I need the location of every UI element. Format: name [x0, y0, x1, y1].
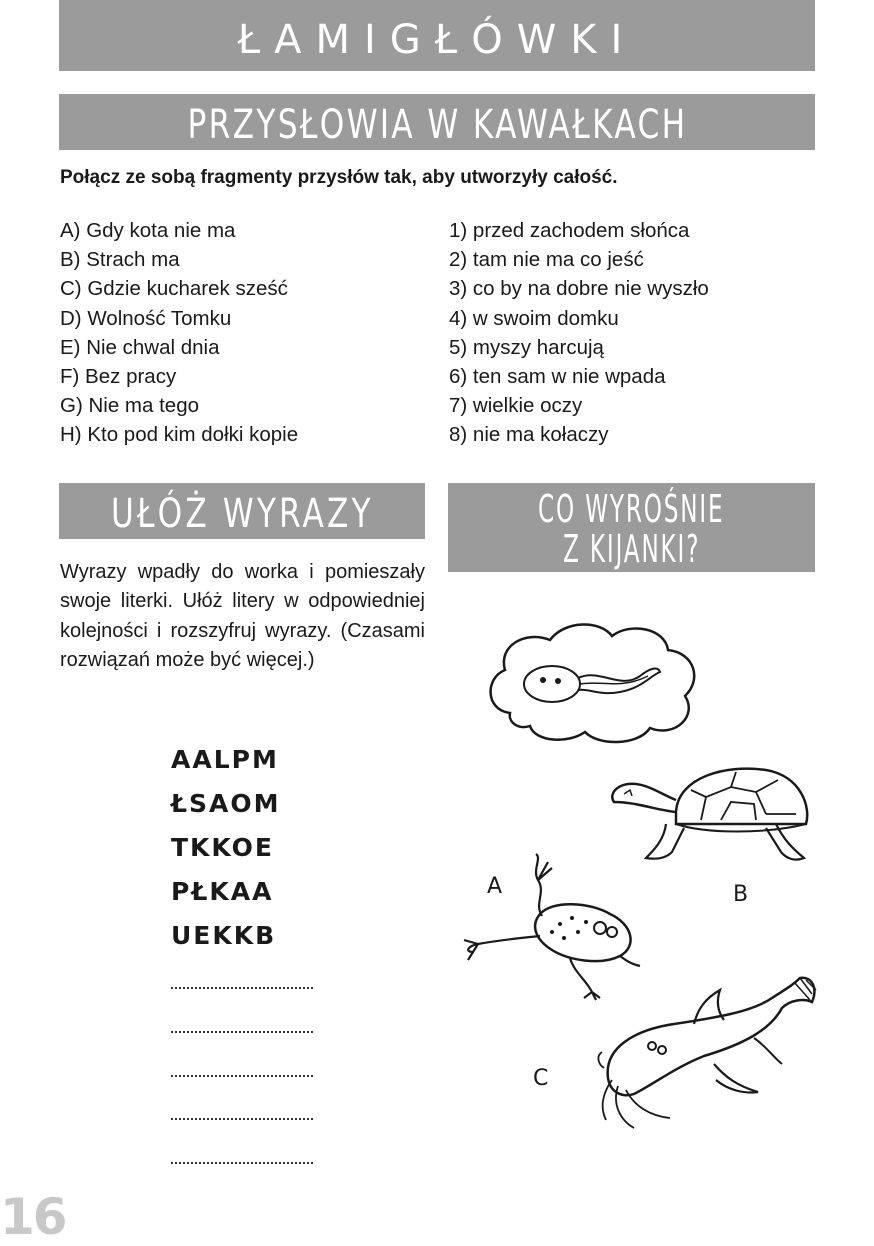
list-item: A) Gdy kota nie ma	[60, 219, 236, 242]
option-label-b: B	[733, 882, 749, 907]
thought-cloud-tadpole-icon	[480, 618, 705, 748]
list-item: 4) w swoim domku	[449, 306, 619, 330]
list-item: 1) przed zachodem słońca	[449, 219, 690, 242]
scrambled-word: PŁKAA	[171, 877, 274, 906]
scrambled-word: ŁSAOM	[171, 789, 281, 818]
answer-line[interactable]	[171, 1075, 313, 1077]
page-title-band	[59, 0, 815, 71]
proverbs-title-band	[59, 94, 815, 150]
tadpole-title-line2: Z KIJANKI?	[562, 527, 701, 571]
list-item: H) Kto pod kim dołki kopie	[60, 423, 299, 447]
scrambled-word: AALPM	[171, 745, 279, 774]
scrambled-word: TKKOE	[171, 833, 275, 862]
list-item: 3) co by na dobre nie wyszło	[449, 277, 709, 301]
proverbs-instruction: Połącz ze sobą fragmenty przysłów tak, aby utworzyły całość.	[60, 167, 618, 188]
list-item: 2) tam nie ma co jeść	[449, 248, 644, 272]
option-label-a: A	[487, 874, 503, 899]
list-item: F) Bez pracy	[60, 365, 177, 389]
proverb-beginnings-list	[60, 216, 298, 450]
answer-line[interactable]	[171, 987, 313, 989]
answer-line[interactable]	[171, 1031, 313, 1033]
words-title: UŁÓŻ WYRAZY	[110, 491, 374, 537]
words-title-band	[59, 483, 425, 539]
list-item: 8) nie ma kołaczy	[449, 423, 609, 447]
list-item: 5) myszy harcują	[449, 335, 604, 359]
answer-line[interactable]	[171, 1162, 313, 1164]
list-item: D) Wolność Tomku	[60, 306, 232, 330]
scrambled-word: UEKKB	[171, 921, 277, 950]
list-item: 7) wielkie oczy	[449, 394, 583, 418]
tadpole-title-band	[448, 483, 815, 572]
list-item: G) Nie ma tego	[60, 394, 199, 418]
proverb-endings-list	[449, 216, 709, 450]
words-description: Wyrazy wpadły do worka i pomieszały swoje literki. Ułóż litery w odpowiedniej kolejności i rozszyfruj wyrazy. (Czasami rozwiązań może być więcej.)	[60, 561, 425, 671]
proverbs-title: PRZYSŁOWIA W KAWAŁKACH	[187, 102, 687, 148]
page-title: ŁAMIGŁÓWKI	[237, 17, 637, 63]
option-label-c: C	[533, 1066, 549, 1091]
tadpole-title-line1: CO WYROŚNIE	[538, 487, 725, 531]
answer-line[interactable]	[171, 1118, 313, 1120]
list-item: E) Nie chwal dnia	[60, 335, 220, 359]
list-item: C) Gdzie kucharek sześć	[60, 277, 288, 301]
list-item: 6) ten sam w nie wpada	[449, 365, 666, 389]
list-item: B) Strach ma	[60, 248, 180, 272]
catfish-icon	[594, 968, 819, 1148]
page-number: 16	[0, 1188, 66, 1246]
